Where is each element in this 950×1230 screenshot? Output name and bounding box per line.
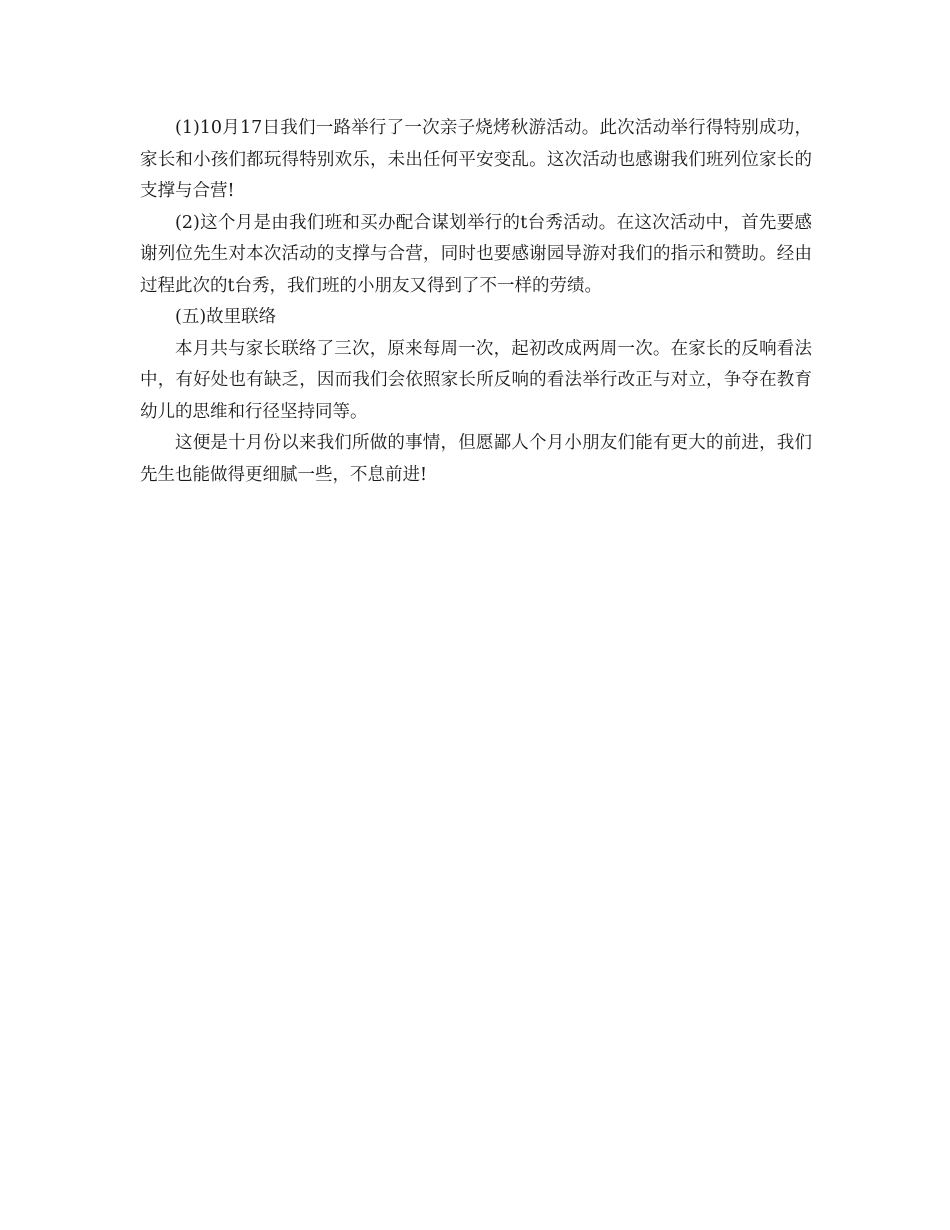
document-body (140, 113, 812, 491)
paragraph-parent-contact: 本月共与家长联络了三次，原来每周一次，起初改成两周一次。在家长的反响看法中，有好处也有缺乏，因而我们会依照家长所反响的看法举行改正与对立，争夺在教育幼儿的思维和行径坚持同等。 (140, 338, 812, 422)
section-heading-home-contact: (五)故里联络 (175, 307, 277, 327)
paragraph-activity-bbq: (1)10月17日我们一路举行了一次亲子烧烤秋游活动。此次活动举行得特别成功，家长和小孩们都玩得特别欢乐，未出任何平安变乱。这次活动也感谢我们班列位家长的支撑与合营! (140, 118, 812, 201)
paragraph-activity-t-stage: (2)这个月是由我们班和买办配合谋划举行的t台秀活动。在这次活动中，首先要感谢列位先生对本次活动的支撑与合营，同时也要感谢园导游对我们的指示和赞助。经由过程此次的t台秀，我们班的小朋友又得到了不一样的劳绩。 (140, 212, 812, 296)
paragraph-summary: 这便是十月份以来我们所做的事情，但愿鄙人个月小朋友们能有更大的前进，我们先生也能做得更细腻一些，不息前进! (140, 433, 812, 485)
